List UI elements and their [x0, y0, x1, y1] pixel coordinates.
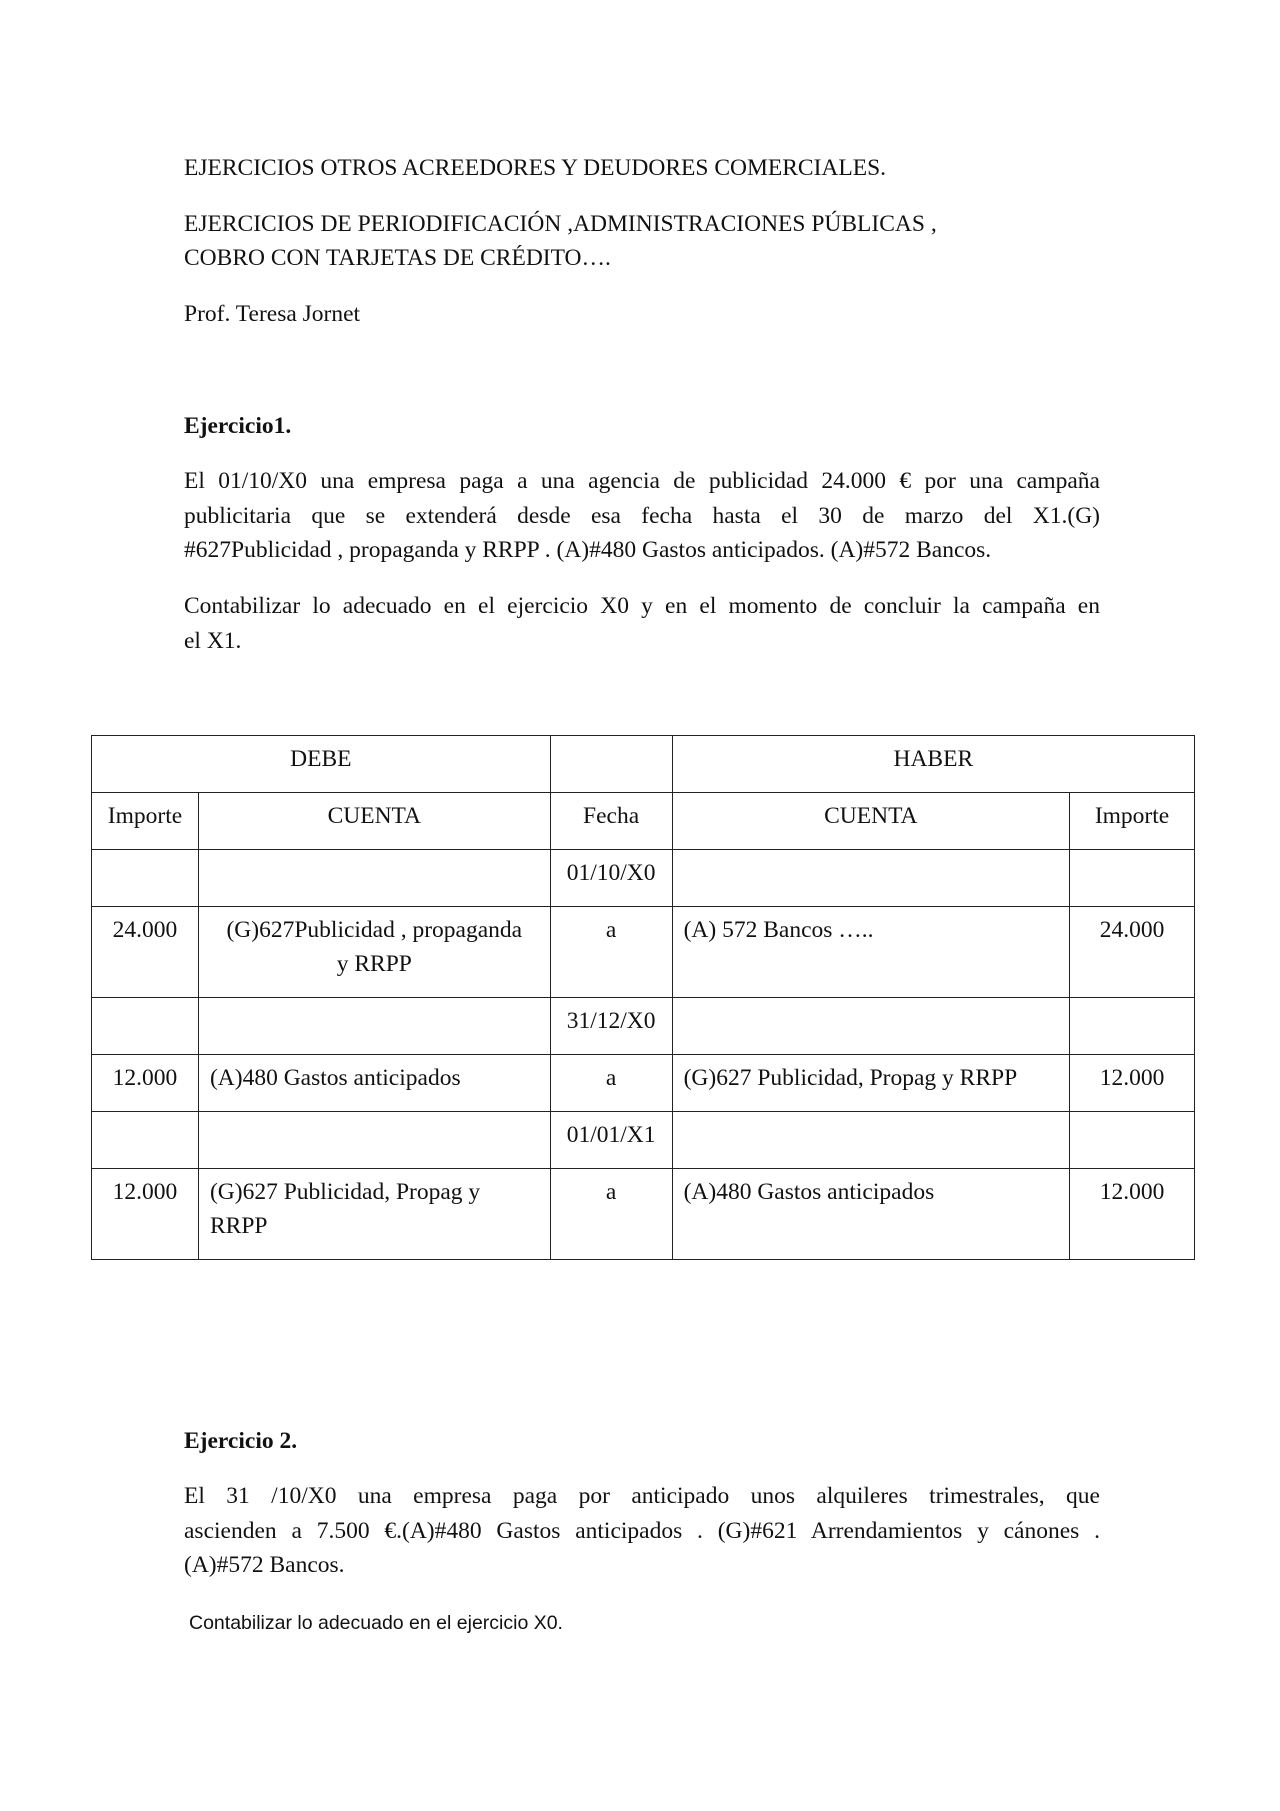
col-cuenta-haber: CUENTA — [672, 793, 1069, 850]
cuenta-debe-line: (G)627 Publicidad, Propag y — [209, 1179, 481, 1205]
debe-header: DEBE — [92, 736, 551, 793]
cuenta-debe-cell: (A)480 Gastos anticipados — [198, 1055, 550, 1112]
fecha-cell: a — [550, 907, 672, 998]
cuenta-haber-cell: (A) 572 Bancos ….. — [672, 907, 1069, 998]
ejercicio1-task — [184, 589, 1100, 658]
ejercicio2-statement-line: (A)#572 Bancos. — [184, 1552, 345, 1578]
haber-header: HABER — [672, 736, 1194, 793]
document-subtitle-line-1: EJERCICIOS DE PERIODIFICACIÓN ,ADMINISTRACIONES PÚBLICAS , — [184, 211, 937, 237]
cuenta-haber-cell: (G)627 Publicidad, Propag y RRPP — [672, 1055, 1069, 1112]
fecha-cell: a — [550, 1055, 672, 1112]
table-row — [92, 1055, 1195, 1112]
cuenta-debe-line: y RRPP — [336, 951, 412, 977]
fecha-cell: 31/12/X0 — [550, 998, 672, 1055]
table-row — [92, 1169, 1195, 1260]
table-row — [92, 998, 1195, 1055]
col-cuenta-debe: CUENTA — [198, 793, 550, 850]
fecha-cell: 01/10/X0 — [550, 850, 672, 907]
col-importe-debe: Importe — [92, 793, 199, 850]
col-fecha: Fecha — [550, 793, 672, 850]
ejercicio2-statement-line: El 31 /10/X0 una empresa paga por anticipado unos alquileres trimestrales, que — [184, 1483, 1100, 1509]
fecha-cell: a — [550, 1169, 672, 1260]
cuenta-debe-cell — [198, 1169, 550, 1260]
ejercicio2-task: Contabilizar lo adecuado en el ejercicio X0. — [189, 1612, 563, 1634]
table-row — [92, 907, 1195, 998]
ejercicio2-statement — [184, 1479, 1100, 1583]
cuenta-haber-cell: (A)480 Gastos anticipados — [672, 1169, 1069, 1260]
ejercicio2-heading: Ejercicio 2. — [184, 1428, 298, 1454]
ejercicio1-statement-line: #627Publicidad , propaganda y RRPP . (A)#480 Gastos anticipados. (A)#572 Bancos. — [184, 537, 992, 563]
document-subtitle-line-2: COBRO CON TARJETAS DE CRÉDITO…. — [184, 245, 611, 271]
importe-debe-cell: 12.000 — [92, 1169, 199, 1260]
table-row — [92, 850, 1195, 907]
document-title: EJERCICIOS OTROS ACREEDORES Y DEUDORES COMERCIALES. — [184, 155, 887, 181]
ejercicio1-statement-line: publicitaria que se extenderá desde esa fecha hasta el 30 de marzo del X1.(G) — [184, 502, 1100, 529]
ejercicio1-heading: Ejercicio1. — [184, 413, 292, 439]
importe-haber-cell: 12.000 — [1070, 1055, 1195, 1112]
cuenta-debe-cell — [198, 907, 550, 998]
importe-debe-cell: 12.000 — [92, 1055, 199, 1112]
col-importe-haber: Importe — [1070, 793, 1195, 850]
ejercicio2-statement-line: ascienden a 7.500 €.(A)#480 Gastos anticipados . (G)#621 Arrendamientos y cánones . — [184, 1517, 1100, 1544]
fecha-cell: 01/01/X1 — [550, 1112, 672, 1169]
table-row — [92, 1112, 1195, 1169]
cuenta-debe-line: RRPP — [209, 1213, 268, 1239]
ejercicio1-task-line: Contabilizar lo adecuado en el ejercicio X0 y en el momento de concluir la campaña en — [184, 593, 1100, 619]
cuenta-debe-line: (G)627Publicidad , propaganda — [226, 917, 523, 943]
importe-haber-cell: 24.000 — [1070, 907, 1195, 998]
empty-header-cell — [550, 736, 672, 793]
journal-entries-table — [91, 735, 1195, 1260]
importe-haber-cell: 12.000 — [1070, 1169, 1195, 1260]
column-header-row — [92, 793, 1195, 850]
ejercicio1-statement-line: El 01/10/X0 una empresa paga a una agencia de publicidad 24.000 € por una campaña — [184, 468, 1100, 494]
ejercicio1-statement — [184, 464, 1100, 568]
table-header-row — [92, 736, 1195, 793]
importe-debe-cell: 24.000 — [92, 907, 199, 998]
author: Prof. Teresa Jornet — [184, 301, 361, 327]
ejercicio1-task-line: el X1. — [184, 627, 242, 654]
